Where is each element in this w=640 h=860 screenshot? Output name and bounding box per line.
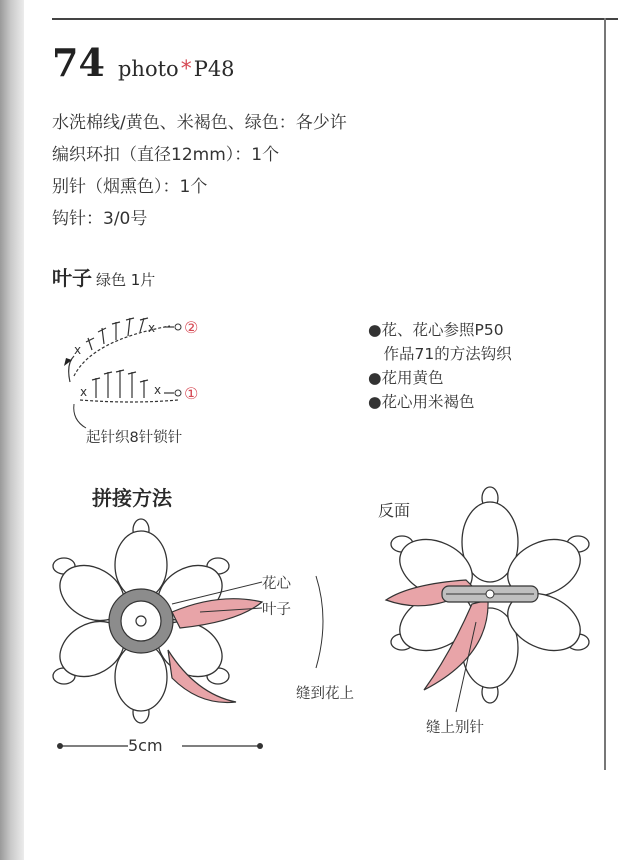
notes-list [368,318,512,414]
note-line: ●花用黄色 [368,369,444,387]
page-reference: P48 [193,57,235,81]
photo-label: photo [117,57,179,81]
top-rule [52,18,618,20]
assembly-title: 拼接方法 [92,486,172,510]
label-leaf: 叶子 [262,602,291,618]
pattern-number: 74 [52,40,105,85]
leaf-section-title [52,262,155,291]
chain-label: 起针织8针锁针 [86,430,183,446]
material-line: 水洗棉线/黄色、米褐色、绿色：各少许 [52,113,347,133]
svg-text:x: x [148,321,156,335]
note-line: ●花心用米褐色 [368,393,475,411]
svg-text:x: x [154,383,162,397]
material-line: 钩针：3/0号 [52,209,148,229]
star-icon: * [180,57,192,82]
svg-text:x: x [74,343,82,357]
leaf-stitch-chart [52,300,222,430]
pattern-header [52,40,235,85]
leaf-subtitle: 绿色 1片 [96,271,156,289]
flower-back-diagram [380,480,610,720]
note-line: 作品71的方法钩织 [368,345,512,363]
note-line: ●花、花心参照P50 [368,321,504,339]
flower-front-diagram [40,500,340,760]
material-line: 编织环扣（直径12mm）：1个 [52,145,280,165]
leaf-row-2-label: ② [184,318,199,337]
back-side-title: 反面 [378,501,411,520]
material-line: 别针（烟熏色）：1个 [52,177,208,197]
svg-text:x: x [80,385,88,399]
label-sew-to-flower: 缝到花上 [296,686,354,702]
leaf-title: 叶子 [52,266,92,290]
page-gutter-shadow [0,0,24,860]
label-flower-center: 花心 [262,576,291,592]
leaf-row-1-label: ① [184,384,199,403]
dimension-label: 5cm [128,736,163,755]
label-attach-pin: 缝上别针 [426,720,484,736]
